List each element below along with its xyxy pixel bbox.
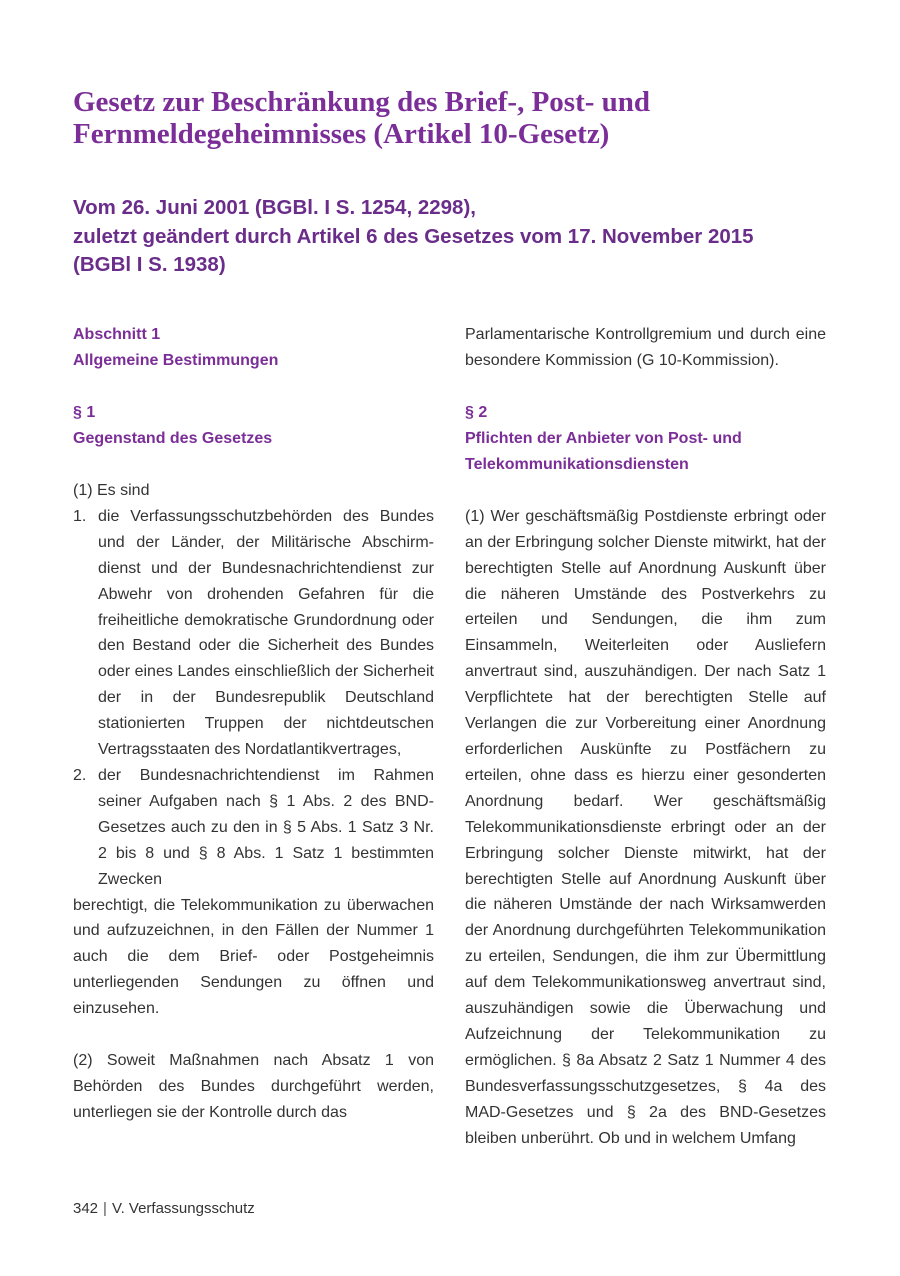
- paragraph-1-intro: (1) Es sind: [73, 482, 150, 499]
- subtitle-line-3: (BGBl I S. 1938): [73, 253, 226, 276]
- paragraph-2-title-line-1: Pflichten der Anbieter von Post- und: [465, 429, 742, 447]
- section-label: Abschnitt 1: [73, 326, 161, 343]
- subtitle-line-1: Vom 26. Juni 2001 (BGBl. I S. 1254, 2298),: [73, 196, 476, 219]
- paragraph-1-number: § 1: [73, 404, 96, 421]
- left-column: [73, 322, 434, 1126]
- page-number: 342: [73, 1200, 99, 1217]
- paragraph-1-list: [73, 504, 434, 893]
- section-heading: [73, 322, 434, 374]
- title-line-1: Gesetz zur Beschränkung des Brief-, Post- und: [73, 86, 651, 118]
- paragraph-2-subsection-1: (1) Wer geschäftsmäßig Postdienste erbringt oder an der Erbringung solcher Dienste mitwirkt, hat der berechtigten Stelle auf Anordnung Auskunft über die näheren Umstände des Postverkehrs zu erteilen und Sendungen, die ihm zum Einsammeln, Weiterleiten oder Ausliefern anvertraut sind, auszuhändigen. Der nach Satz 1 Verpflichtete hat der berechtigten Stelle auf Verlangen die zur Vorbereitung einer Anordnung erforderlichen Auskünfte zu Postfächern zu erteilen, ohne dass es hierzu einer gesonderten Anordnung bedarf. Wer geschäftsmäßig Telekommunikationsdienste erbringt oder an der Erbringung solcher Dienste mitwirkt, hat der berechtigten Stelle auf Anordnung Auskunft über die näheren Umstände der nach Wirksamwerden der Anordnung durchgeführten Telekommunikation zu erteilen, Sendungen, die ihm zur Übermittlung auf dem Telekommunikationsweg anvertraut sind, auszuhändigen sowie die Überwachung und Aufzeichnung der Telekommunikation zu ermöglichen. § 8a Absatz 2 Satz 1 Nummer 4 des Bundesverfassungsschutzgesetzes, § 4a des MAD-Gesetzes und § 2a des BND-Gesetzes bleiben unberührt. Ob und in welchem Umfang: [465, 507, 826, 1147]
- paragraph-1-subsection-2: (2) Soweit Maßnahmen nach Absatz 1 von Behörden des Bundes durchgeführt werden, unterliegen sie der Kontrolle durch das: [73, 1052, 434, 1121]
- paragraph-2-title-line-2: Telekommunikationsdiensten: [465, 455, 689, 473]
- list-item-text: die Verfassungsschutzbehörden des Bundes und der Länder, der Militärische Abschirmdienst und der Bundesnachrichtendienst zur Abwehr von drohenden Gefahren für die freiheitliche demokratische Grundordnung oder den Bestand oder die Sicherheit des Bundes oder eines Landes einschließlich der Sicherheit der in der Bundesrepublik Deutschland stationierten Truppen der nichtdeutschen Vertragsstaaten des Nordatlantikvertrages,: [98, 507, 434, 759]
- document-title: [73, 86, 853, 150]
- list-item-number: 2.: [73, 766, 87, 784]
- footer-separator: |: [103, 1200, 107, 1217]
- list-item-number: 1.: [73, 507, 87, 525]
- list-item-text: der Bundesnachrichtendienst im Rahmen seiner Aufgaben nach § 1 Abs. 2 des BND-Gesetzes auch zu den in § 5 Abs. 1 Satz 3 Nr. 2 bis 8 und § 8 Abs. 1 Satz 1 bestimmten Zwecken: [98, 766, 434, 888]
- list-item: [73, 763, 434, 893]
- section-title: Allgemeine Bestimmungen: [73, 352, 279, 369]
- paragraph-2-heading: [465, 400, 826, 478]
- subtitle-line-2: zuletzt geändert durch Artikel 6 des Gesetzes vom 17. November 2015: [73, 224, 754, 248]
- paragraph-1-title: Gegenstand des Gesetzes: [73, 430, 273, 447]
- document-subtitle: [73, 194, 863, 280]
- page-footer: [73, 1199, 255, 1219]
- list-item: [73, 504, 434, 763]
- paragraph-1-heading: [73, 400, 434, 452]
- chapter-name: V. Verfassungsschutz: [111, 1200, 255, 1217]
- paragraph-2-number: § 2: [465, 403, 488, 421]
- paragraph-1-subsection-2-continued: Parlamentarische Kontrollgremium und durch eine besondere Kommission (G 10-Kommission).: [465, 326, 826, 369]
- paragraph-1-closing: berechtigt, die Telekommunikation zu überwachen und aufzuzeichnen, in den Fällen der Nummer 1 auch die dem Brief- oder Postgeheimnis unterliegenden Sendungen zu öffnen und einzusehen.: [73, 896, 434, 1018]
- title-line-2: Fernmeldegeheimnisses (Artikel 10-Gesetz): [73, 118, 610, 150]
- right-column: [465, 322, 826, 1151]
